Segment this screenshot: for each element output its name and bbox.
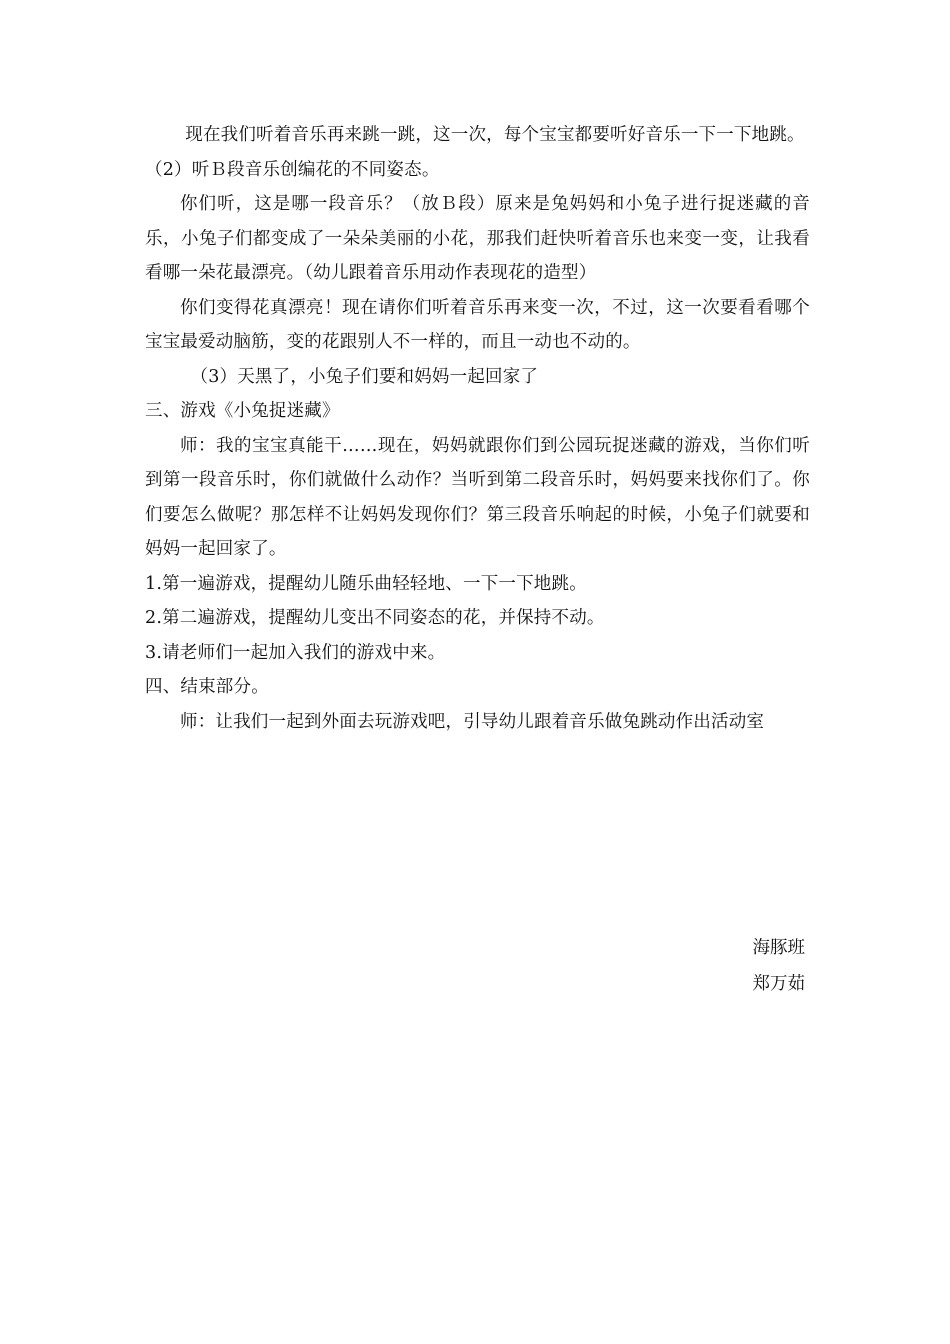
step-heading-b-section: （2）听Ｂ段音乐创编花的不同姿态。 bbox=[145, 159, 440, 180]
paragraph-teacher-game-intro: 师：我的宝宝真能干……现在，妈妈就跟你们到公园玩捉迷藏的游戏，当你们听到第一段音乐时，你们就做什么动作？当听到第二段音乐时，妈妈要来找你们了。你们要怎么做呢？那怎样不让妈妈发现你们？第三段音乐响起的时候，小兔子们就要和妈妈一起回家了。 bbox=[145, 435, 810, 559]
list-item-first-round: 1.第一遍游戏，提醒幼儿随乐曲轻轻地、一下一下地跳。 bbox=[145, 573, 587, 594]
paragraph-dance-again: 现在我们听着音乐再来跳一跳，这一次，每个宝宝都要听好音乐一下一下地跳。 bbox=[185, 125, 805, 145]
section-heading-game: 三、游戏《小兔捉迷藏》 bbox=[145, 401, 340, 421]
list-item-second-round: 2.第二遍游戏，提醒幼儿变出不同姿态的花，并保持不动。 bbox=[145, 608, 605, 628]
section-heading-ending: 四、结束部分。 bbox=[145, 677, 269, 697]
paragraph-teacher-ending: 师：让我们一起到外面去玩游戏吧，引导幼儿跟着音乐做兔跳动作出活动室 bbox=[180, 711, 765, 732]
list-item-third-round: 3.请老师们一起加入我们的游戏中来。 bbox=[145, 642, 446, 663]
signature-class: 海豚班 bbox=[752, 938, 805, 958]
document-body bbox=[145, 118, 810, 739]
signature-block bbox=[753, 930, 806, 1002]
paragraph-flower-change: 你们变得花真漂亮！现在请你们听着音乐再来变一次，不过，这一次要看看哪个宝宝最爱动脑筋，变的花跟别人不一样的，而且一动也不动的。 bbox=[145, 297, 810, 352]
signature-author: 郑万茹 bbox=[752, 974, 805, 994]
step-heading-go-home: （3）天黑了，小兔子们要和妈妈一起回家了 bbox=[190, 366, 539, 387]
paragraph-b-section-music: 你们听，这是哪一段音乐？（放Ｂ段）原来是兔妈妈和小兔子进行捉迷藏的音乐，小兔子们都变成了一朵朵美丽的小花，那我们赶快听着音乐也来变一变，让我看看哪一朵花最漂亮。（幼儿跟着音乐用动作表现花的造型） bbox=[145, 194, 810, 283]
